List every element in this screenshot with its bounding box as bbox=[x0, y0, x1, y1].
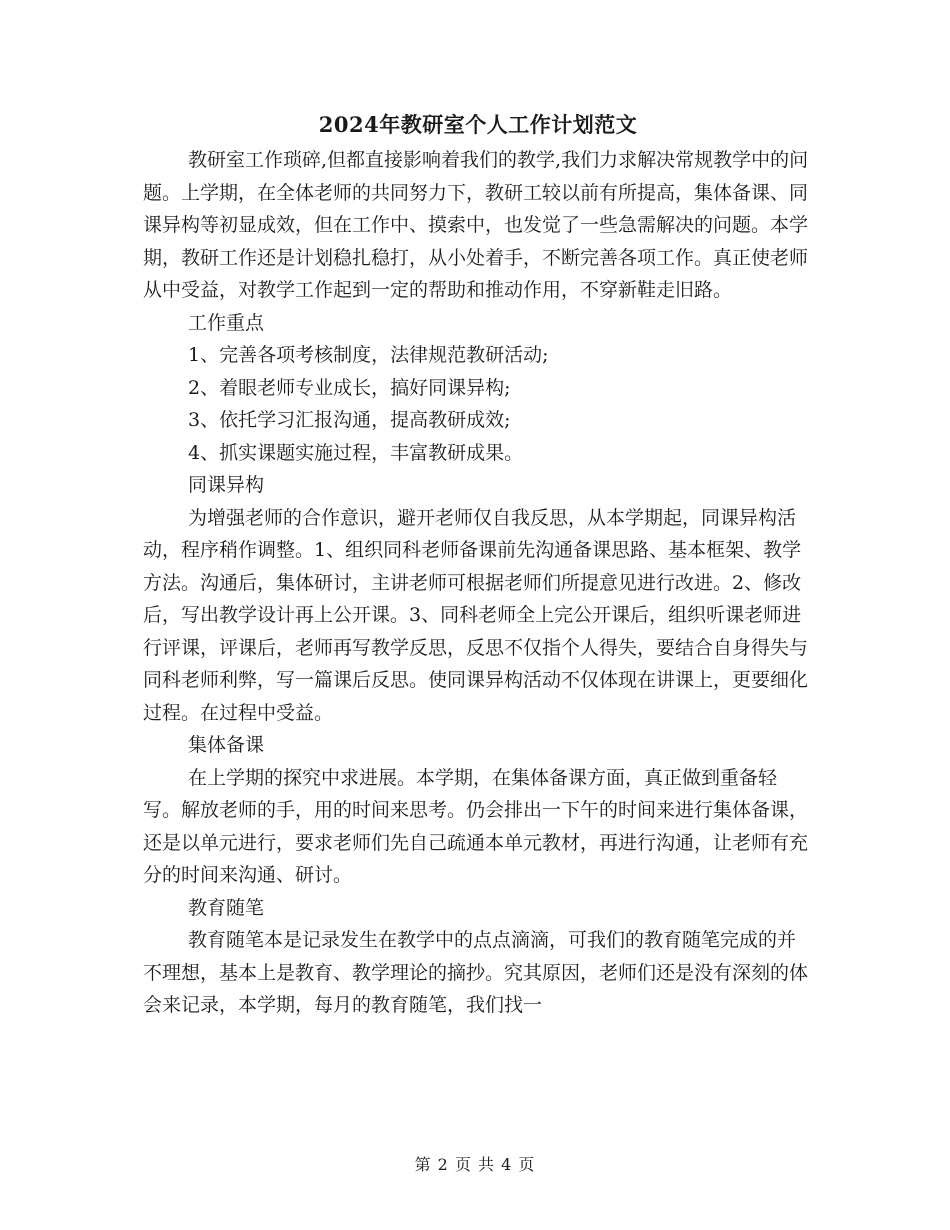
page-number-footer: 第 2 页 共 4 页 bbox=[414, 1155, 536, 1174]
intro-paragraph: 教研室工作琐碎,但都直接影响着我们的教学,我们力求解决常规教学中的问题。上学期，在全体老师的共同努力下，教研工较以前有所提高，集体备课、同课异构等初显成效，但在工作中、摸索中，也发觉了一些急需解决的问题。本学期，教研工作还是计划稳扎稳打，从小处着手，不断完善各项工作。真正使老师从中受益，对教学工作起到一定的帮助和推动作用，不穿新鞋走旧路。 bbox=[143, 149, 809, 301]
section-heading-same-lesson: 同课异构 bbox=[188, 474, 265, 496]
group-prep-paragraph: 在上学期的探究中求进展。本学期，在集体备课方面，真正做到重备轻写。解放老师的手，用的时间来思考。仍会排出一下午的时间来进行集体备课，还是以单元进行，要求老师们先自己疏通本单元教材，再进行沟通，让老师有充分的时间来沟通、研讨。 bbox=[143, 766, 809, 886]
list-item: 2、着眼老师专业成长，搞好同课异构; bbox=[188, 376, 511, 399]
document-title: 2024年教研室个人工作计划范文 bbox=[318, 112, 638, 137]
document-page bbox=[143, 108, 813, 1022]
list-item: 3、依托学习汇报沟通，提高教研成效; bbox=[188, 409, 511, 431]
section-heading-group-prep: 集体备课 bbox=[188, 734, 265, 756]
list-item: 1、完善各项考核制度，法律规范教研活动; bbox=[188, 344, 549, 366]
same-lesson-paragraph: 为增强老师的合作意识，避开老师仅自我反思，从本学期起，同课异构活动，程序稍作调整。1、组织同科老师备课前先沟通备课思路、基本框架、教学方法。沟通后，集体研讨，主讲老师可根据老师们所提意见进行改进。2、修改后，写出教学设计再上公开课。3、同科老师全上完公开课后，组织听课老师进行评课，评课后，老师再写教学反思，反思不仅指个人得失，要结合自身得失与同科老师利弊，写一篇课后反思。使同课异构活动不仅体现在讲课上，更要细化过程。在过程中受益。 bbox=[143, 506, 809, 724]
section-heading-education-notes: 教育随笔 bbox=[188, 896, 265, 919]
list-item: 4、抓实课题实施过程，丰富教研成果。 bbox=[188, 441, 524, 464]
education-notes-paragraph: 教育随笔本是记录发生在教学中的点点滴滴，可我们的教育随笔完成的并不理想，基本上是教育、教学理论的摘抄。究其原因，老师们还是没有深刻的体会来记录，本学期，每月的教育随笔，我们找一 bbox=[143, 929, 809, 1016]
section-heading-work-focus: 工作重点 bbox=[188, 311, 265, 334]
